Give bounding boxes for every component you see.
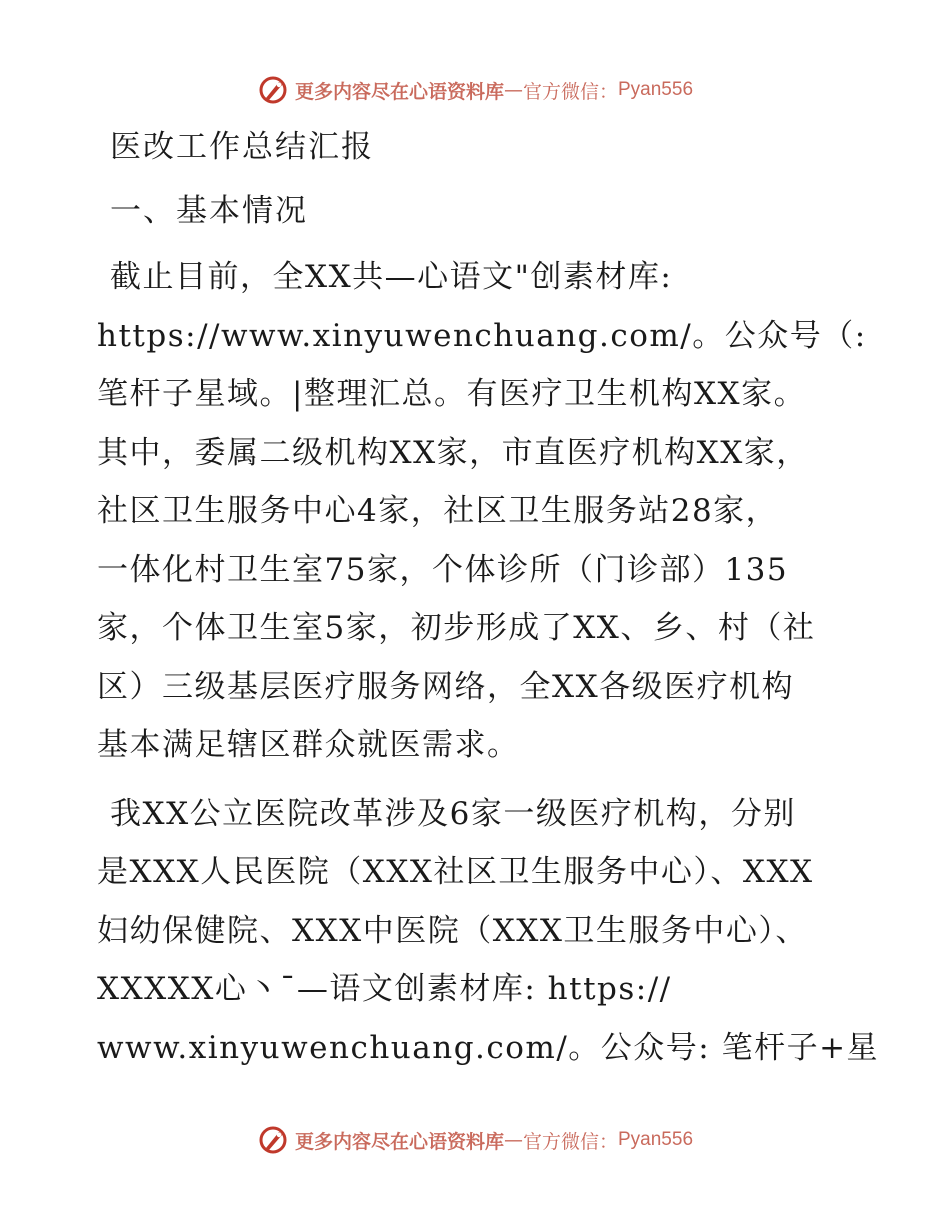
banner-separator: —	[503, 1129, 523, 1151]
paragraph-line: 是XXX人民医院（XXX社区卫生服务中心）、XXX	[97, 854, 814, 890]
banner-brand-text: 更多内容尽在心语资料库	[294, 1130, 504, 1153]
paragraph-line: https://www.xinyuwenchuang.com/。公众号（:	[97, 317, 867, 354]
section-heading-basic-situation: 一、基本情况	[110, 193, 308, 229]
paragraph-line: 一体化村卫生室75家，个体诊所（门诊部）135	[97, 551, 789, 588]
paragraph-line: 笔杆子星域。|整理汇总。有医疗卫生机构XX家。	[97, 376, 807, 412]
header-banner	[0, 70, 950, 110]
paragraph-line: 社区卫生服务中心4家，社区卫生服务站28家，	[97, 493, 779, 529]
paragraph-line: 基本满足辖区群众就医需求。	[97, 727, 520, 763]
banner-separator: —	[503, 79, 523, 101]
document-title: 医改工作总结汇报	[110, 129, 374, 165]
paragraph-1	[97, 248, 877, 775]
footer-banner	[0, 1120, 950, 1160]
paragraph-line: 家，个体卫生室5家，初步形成了XX、乡、村（社	[97, 610, 816, 646]
pen-nib-circle-logo-icon	[257, 74, 289, 106]
paragraph-2	[97, 785, 880, 1078]
paragraph-line: 截止目前，全XX共—心语文"创素材库:	[110, 259, 673, 295]
paragraph-line: 区）三级基层医疗服务网络，全XX各级医疗机构	[97, 668, 795, 705]
paragraph-line: 妇幼保健院、XXX中医院（XXX卫生服务中心）、	[97, 912, 808, 949]
paragraph-line: 其中，委属二级机构XX家，市直医疗机构XX家，	[97, 434, 809, 471]
paragraph-line: 我XX公立医院改革涉及6家一级医疗机构，分别	[110, 795, 796, 832]
banner-official-label: 官方微信：	[522, 80, 618, 103]
banner-official-label: 官方微信：	[522, 1130, 618, 1153]
document-body	[97, 118, 880, 1081]
banner-brand-text: 更多内容尽在心语资料库	[294, 80, 504, 103]
paragraph-line: XXXXX心丶¯—语文创素材库: https://	[97, 971, 672, 1007]
banner-wechat-id: Pyan556	[618, 79, 694, 100]
banner-wechat-id: Pyan556	[618, 1129, 694, 1150]
pen-nib-circle-logo-icon	[257, 1124, 289, 1156]
paragraph-line: www.xinyuwenchuang.com/。公众号: 笔杆子+星	[97, 1029, 880, 1066]
